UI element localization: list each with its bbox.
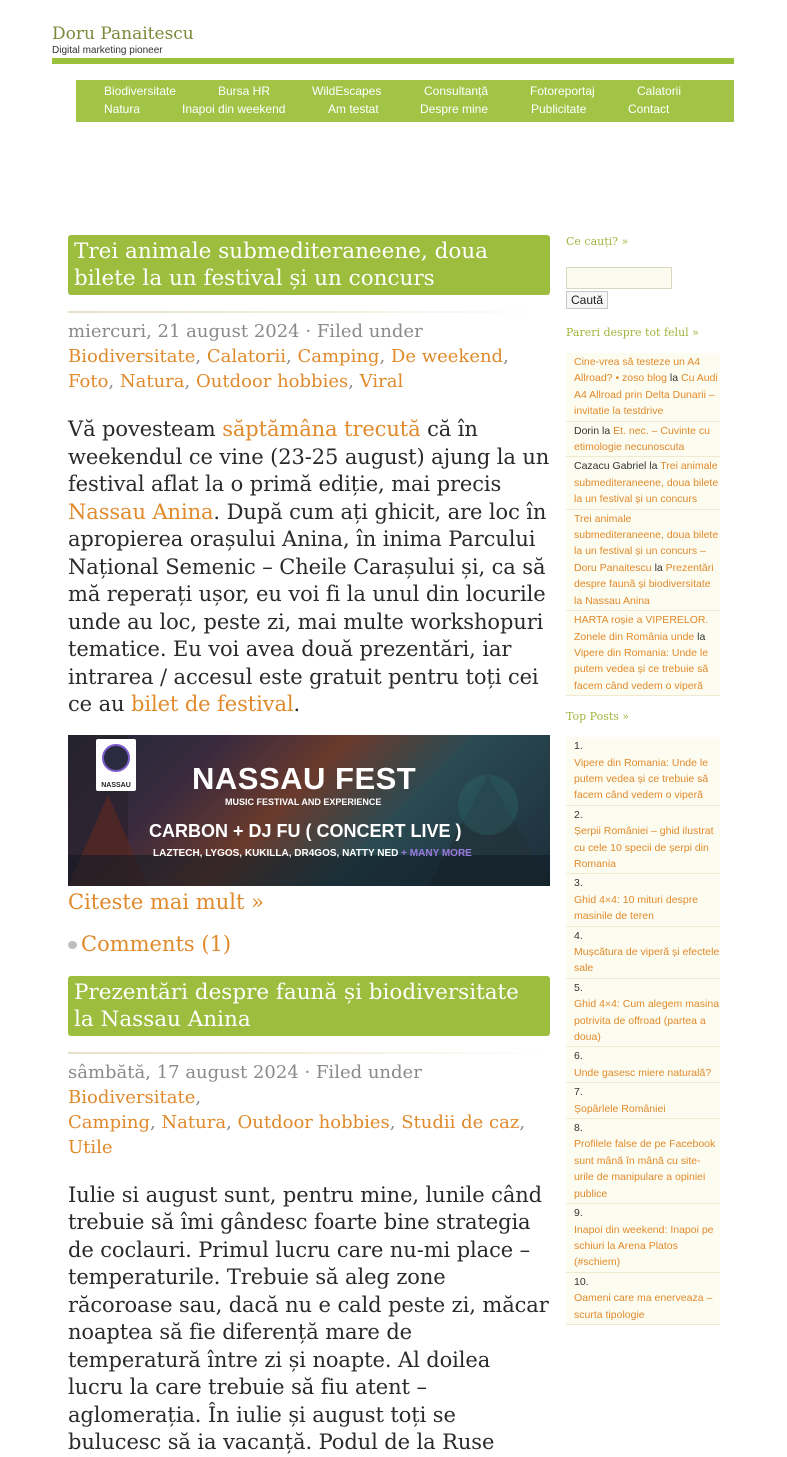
category-link[interactable]: Natura — [119, 371, 185, 392]
category-link[interactable]: Camping — [68, 1111, 150, 1133]
top-posts-list — [566, 737, 720, 1325]
nav-bursa-hr[interactable]: Bursa HR — [218, 84, 271, 98]
title-divider — [68, 311, 550, 313]
list-item — [566, 611, 720, 696]
banner-lineup — [153, 848, 472, 859]
top-post-link[interactable]: Mușcătura de viperă și efectele sale — [574, 946, 720, 975]
banner-subtitle: MUSIC FESTIVAL AND EXPERIENCE — [225, 796, 382, 807]
category-link[interactable]: Outdoor hobbies — [195, 371, 349, 392]
rank-number: 6. — [574, 1050, 583, 1063]
post-title-line[interactable]: Trei animale submediteraneene, doua — [74, 239, 488, 264]
top-post-link[interactable]: Profilele false de pe Facebook sunt mână în mână cu site-urile de manipulare a opiniei publice — [574, 1138, 716, 1200]
post-meta: miercuri, 21 august 2024 · Filed under Biodiversitate, Calatorii, Camping, De weekend, Foto, Natura, Outdoor hobbies, Viral — [68, 321, 509, 392]
site-description: Digital marketing pioneer — [52, 45, 163, 56]
title-divider — [68, 1052, 550, 1054]
comment-post-link[interactable]: Et. nec. – Cuvinte cu etimologie necunoscuta — [574, 424, 711, 454]
comment-on-label: la — [669, 372, 679, 385]
post-title[interactable] — [68, 235, 550, 295]
excerpt-text: . — [293, 692, 301, 716]
rank-number: 8. — [574, 1122, 583, 1135]
festival-banner-image[interactable] — [68, 735, 550, 886]
filed-under-label: · Filed under — [304, 1061, 422, 1083]
nassau-logo — [96, 739, 136, 791]
comments-heading: Pareri despre tot felul » — [566, 326, 699, 339]
list-item — [566, 1204, 720, 1273]
top-posts-heading: Top Posts » — [566, 710, 630, 724]
category-link[interactable]: Viral — [359, 371, 404, 392]
comment-on-label: la — [654, 561, 663, 574]
nav-natura[interactable]: Natura — [104, 102, 141, 116]
list-item — [566, 422, 720, 458]
comments-link[interactable]: Comments (1) — [81, 931, 232, 956]
list-item — [566, 510, 720, 611]
post-title[interactable] — [68, 976, 550, 1036]
nav-inapoi-din-weekend[interactable]: Inapoi din weekend — [182, 102, 286, 116]
list-item — [566, 927, 720, 979]
comment-author-link[interactable]: Cine-vrea să testeze un A4 Allroad? • zoso blog — [574, 356, 701, 385]
list-item — [566, 1119, 720, 1204]
list-item — [566, 457, 720, 509]
lineup-more: + MANY MORE — [401, 847, 472, 859]
nav-calatorii[interactable]: Calatorii — [637, 84, 682, 98]
comment-on-label: la — [602, 424, 611, 437]
list-item — [566, 737, 720, 806]
category-link[interactable]: Biodiversitate — [68, 346, 196, 367]
banner-art — [68, 735, 550, 886]
site-title[interactable]: Doru Panaitescu — [52, 24, 194, 44]
category-link[interactable]: De weekend — [390, 346, 504, 367]
top-post-link[interactable]: Ghid 4×4: Cum alegem masina potrivita de offroad (partea a doua) — [574, 998, 720, 1044]
nav-publicitate[interactable]: Publicitate — [531, 102, 587, 116]
recent-comments-list — [566, 353, 720, 696]
comment-post-link[interactable]: Vipere din Romania: Unde le putem vedea și ce trebuie să facem când vedem o viperă — [574, 646, 709, 692]
comment-author: Cazacu Gabriel — [574, 460, 647, 473]
category-link[interactable]: Biodiversitate — [68, 1086, 196, 1108]
rank-number: 4. — [574, 929, 583, 942]
category-link[interactable]: Camping — [297, 346, 380, 367]
banner-title: NASSAU FEST — [192, 760, 417, 796]
top-post-link[interactable]: Șopârlele României — [574, 1102, 666, 1115]
main-content — [68, 235, 550, 1457]
comment-author-link[interactable]: HARTA roșie a VIPERELOR. Zonele din România unde — [574, 614, 709, 643]
post-date: sâmbătă, 17 august 2024 — [68, 1061, 299, 1083]
lineup-names: LAZTECH, LYGOS, KUKILLA, DR4GOS, NATTY NED — [153, 847, 399, 859]
top-post-link[interactable]: Oameni care ma enerveaza – scurta tipologie — [574, 1292, 713, 1321]
rank-number: 2. — [574, 808, 583, 821]
comment-on-label: la — [697, 630, 706, 643]
comment-author: Dorin — [574, 424, 600, 437]
list-item — [566, 979, 720, 1048]
rank-number: 7. — [574, 1086, 583, 1099]
search-button[interactable]: Caută — [566, 291, 608, 309]
category-link[interactable]: Outdoor hobbies — [237, 1111, 390, 1133]
list-item — [566, 874, 720, 926]
post-title-line[interactable]: la Nassau Anina — [74, 1006, 251, 1032]
post-meta: sâmbătă, 17 august 2024 · Filed under Biodiversitate, Camping, Natura, Outdoor hobbies, Studii de caz, Utile — [68, 1061, 526, 1158]
rank-number: 10. — [574, 1275, 589, 1288]
top-post-link[interactable]: Ghid 4×4: 10 mituri despre masinile de teren — [574, 893, 699, 923]
list-item — [566, 1273, 720, 1325]
nav-fotoreportaj[interactable]: Fotoreportaj — [530, 84, 595, 98]
excerpt-text: . După cum ați ghicit, are loc în apropierea orașului Anina, în inima Parcului Național Semenic – Cheile Carașului și, ca să mă reperați ușor, eu voi fi la unul din locurile unde au loc, peste zi, mai multe workshopuri tematice. Eu voi avea două prezentări, iar intrarea / accesul este gratuit pentru toți cei ce au — [68, 499, 547, 716]
rank-number: 9. — [574, 1207, 583, 1220]
nav-biodiversitate[interactable]: Biodiversitate — [104, 84, 177, 98]
nav-am-testat[interactable]: Am testat — [328, 102, 379, 116]
post-date: miercuri, 21 august 2024 — [68, 321, 300, 342]
list-item — [566, 806, 720, 875]
category-link[interactable]: Studii de caz — [401, 1111, 520, 1133]
top-post-link[interactable]: Unde gasesc miere naturală? — [574, 1066, 712, 1079]
rank-number: 1. — [574, 740, 583, 753]
link-nassau-anina[interactable]: Nassau Anina — [68, 499, 214, 524]
top-post-link[interactable]: Vipere din Romania: Unde le putem vedea și ce trebuie să facem când vedem o viperă — [574, 756, 709, 802]
list-item — [566, 353, 720, 422]
logo-text: NASSAU — [101, 781, 131, 789]
comment-bubble-icon — [68, 941, 77, 949]
logo-face-icon — [102, 744, 130, 772]
excerpt-text: Vă povesteam — [68, 417, 216, 441]
list-item — [566, 1083, 720, 1119]
category-link[interactable]: Calatorii — [206, 346, 287, 367]
main-navigation — [76, 80, 734, 122]
search-input[interactable] — [566, 267, 672, 289]
search-heading: Ce cauți? » — [566, 235, 629, 248]
rank-number: 5. — [574, 981, 583, 994]
post-title-line[interactable]: Prezentări despre faună și biodiversitate — [74, 979, 519, 1005]
filed-under-label: · Filed under — [305, 321, 423, 342]
nav-consultanta[interactable]: Consultanță — [424, 84, 489, 98]
sidebar — [566, 235, 720, 1325]
category-link[interactable]: Foto — [68, 371, 109, 392]
comment-on-label: la — [649, 460, 658, 473]
post-excerpt — [68, 416, 550, 719]
nav-despre-mine[interactable]: Despre mine — [420, 102, 489, 116]
nav-wildescapes[interactable]: WildEscapes — [312, 84, 382, 98]
nav-contact[interactable]: Contact — [628, 102, 670, 116]
post-excerpt: Iulie si august sunt, pentru mine, lunile când trebuie să îmi gândesc foarte bine strategia de coclauri. Primul lucru care nu-mi place – temperaturile. Trebuie să aleg zone răcoroase sau, dacă nu e cald peste zi, măcar noaptea să fie diferență mare de temperatură între zi și noapte. Al doilea lucru la care trebuie să fiu atent – aglomerația. În iulie și august toți se bulucesc să ia vacanță. Podul de la Ruse — [68, 1182, 549, 1454]
top-post-link[interactable]: Inapoi din weekend: Inapoi pe schiuri la Arena Platos (#schiem) — [574, 1223, 714, 1269]
link-saptamana-trecuta[interactable]: săptămâna trecută — [222, 417, 421, 441]
comment-author-link[interactable]: Trei animale submediteraneene, doua bilete la un festival și un concurs – Doru Panaitescu — [574, 512, 719, 574]
rank-number: 3. — [574, 877, 583, 890]
comment-post-link[interactable]: Cu Audi A4 Allroad prin Delta Dunarii – invitatie la testdrive — [574, 372, 718, 418]
category-link[interactable]: Natura — [161, 1111, 227, 1133]
header-divider — [52, 58, 734, 64]
excerpt-text: că în weekendul ce vine (23-25 august) ajung la un festival aflat la o primă ediție, mai precis — [68, 417, 550, 496]
read-more-link[interactable]: Citeste mai mult » — [68, 889, 264, 914]
link-bilet-festival[interactable]: bilet de festival — [131, 692, 294, 716]
post-title-line[interactable]: bilete la un festival și un concurs — [74, 266, 435, 291]
comment-post-link[interactable]: Trei animale submediteraneene, doua bilete la un festival și un concurs — [574, 460, 719, 506]
top-post-link[interactable]: Șerpii României – ghid ilustrat cu cele 10 specii de șerpi din Romania — [574, 825, 714, 870]
banner-headline: CARBON + DJ FU ( CONCERT LIVE ) — [149, 820, 462, 841]
category-link[interactable]: Utile — [68, 1136, 113, 1158]
comment-post-link[interactable]: Prezentări despre faună și biodiversitate la Nassau Anina — [574, 561, 714, 607]
list-item — [566, 1047, 720, 1083]
